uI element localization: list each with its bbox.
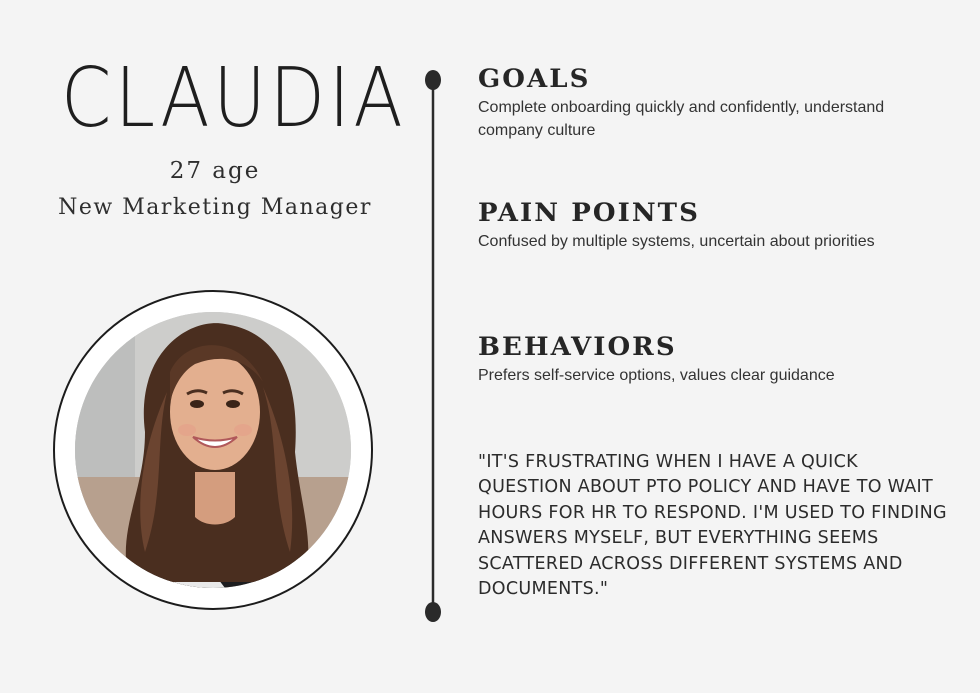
pain-points-section xyxy=(478,200,948,253)
goals-section xyxy=(478,66,948,142)
goals-heading: GOALS xyxy=(478,64,591,93)
persona-role: New Marketing Manager xyxy=(58,195,372,220)
persona-age: 27 age xyxy=(169,158,261,184)
timeline-bottom-dot xyxy=(425,602,441,622)
timeline-divider xyxy=(422,68,444,624)
behaviors-heading: BEHAVIORS xyxy=(478,332,677,361)
behaviors-section xyxy=(478,334,948,387)
persona-name: CLAUDIA xyxy=(61,51,407,146)
avatar-photo-illustration xyxy=(75,312,351,588)
avatar xyxy=(75,312,351,588)
goals-text: Complete onboarding quickly and confidently, understand company culture xyxy=(478,99,885,140)
persona-quote: "IT'S FRUSTRATING WHEN I HAVE A QUICK QUESTION ABOUT PTO POLICY AND HAVE TO WAIT HOURS FOR HR TO RESPOND. I'M USED TO FINDING ANSWERS MYSELF, BUT EVERYTHING SEEMS SCATTERED ACROSS DIFFERENT SYSTEMS AND DOCUMENTS." xyxy=(478,452,947,600)
pain-points-heading: PAIN POINTS xyxy=(478,198,700,227)
behaviors-text: Prefers self-service options, values clear guidance xyxy=(478,367,835,385)
timeline-top-dot xyxy=(425,70,441,90)
pain-points-text: Confused by multiple systems, uncertain about priorities xyxy=(478,233,875,251)
